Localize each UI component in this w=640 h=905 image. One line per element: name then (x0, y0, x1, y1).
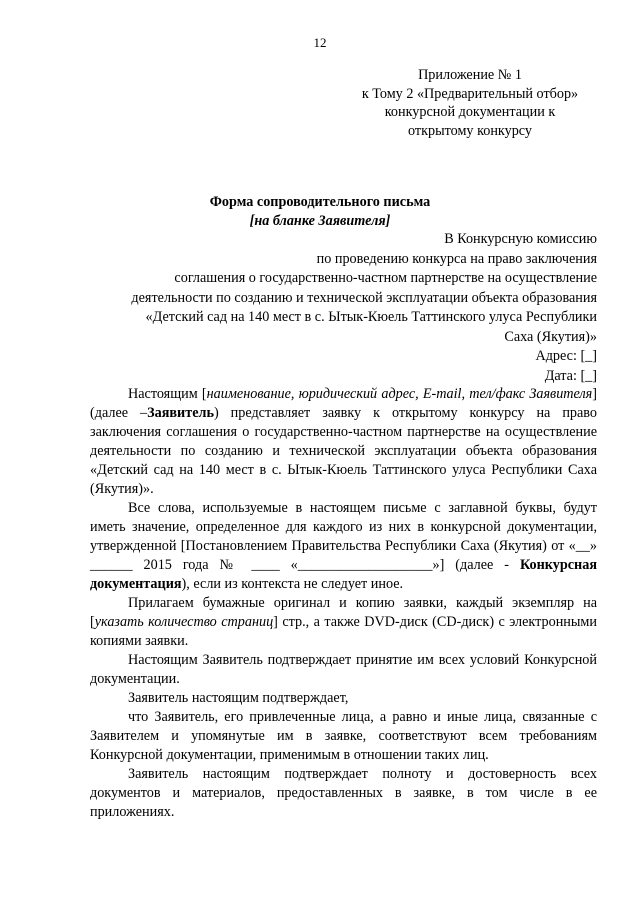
form-title-block (0, 193, 640, 231)
p3-placeholder: указать количество страниц (94, 614, 274, 630)
addressee-line-2: по проведению конкурса на право заключения (316, 250, 597, 267)
page-number: 12 (313, 35, 327, 50)
p2-defined-term: Конкурсная документация (90, 557, 597, 592)
p3-text-c: ] стр., а также DVD-диск (CD-диск) с электронными копиями заявки. (90, 614, 597, 649)
addressee-line-4: деятельности по созданию и технической эксплуатации объекта образования (131, 289, 597, 306)
p2-text-c: ), если из контекста не следует иное. (181, 576, 404, 592)
p1-text-c: ] (далее – (90, 386, 598, 421)
p1-defined-term: Заявитель (147, 405, 214, 421)
p1-text-e: ) представляет заявку к открытому конкурсу на право заключения соглашения о государственно-частном партнерстве на осуществление деятельности по созданию и технической эксплуатации объекта образования «Детский сад на 140 мест в с. Ытык-Кюель Таттинского улуса Республики Саха (Якутия)». (90, 405, 597, 497)
paragraph-5: Заявитель настоящим подтверждает, (128, 690, 349, 706)
addressee-line-6: Саха (Якутия)» (504, 328, 597, 345)
annex-line-4: открытому конкурсу (407, 122, 533, 139)
date-field: Дата: [_] (544, 367, 597, 384)
p3-text-a: Прилагаем бумажные оригинал и копию заявки, каждый экземпляр на [ (90, 595, 597, 630)
annex-line-3: конкурсной документации к (384, 104, 556, 120)
form-title: Форма сопроводительного письма (209, 194, 431, 210)
paragraph-2 (90, 499, 597, 594)
addressee-line-5: «Детский сад на 140 мест в с. Ытык-Кюель Таттинского улуса Республики (145, 309, 597, 325)
annex-line-1: Приложение № 1 (418, 67, 522, 83)
address-field: Адрес: [_] (535, 348, 597, 364)
p1-placeholder: наименование, юридический адрес, E-mail, тел/факс Заявителя (206, 386, 593, 402)
annex-header (340, 66, 600, 140)
form-subtitle: [на бланке Заявителя] (249, 213, 391, 229)
addressee-line-1: В Конкурсную комиссию (444, 231, 597, 247)
p2-text-a: Все слова, используемые в настоящем письме с заглавной буквы, будут иметь значение, определенное для каждого из них в конкурсной документации, утвержденной [Постановлением Правительства Республики Саха (Якутия) от «__» ______ 2015 года № ____ «___________________»] (далее - (90, 500, 597, 573)
addressee-line-3: соглашения о государственно-частном партнерстве на осуществление (174, 270, 597, 286)
paragraph-3 (90, 594, 597, 651)
letter-body (90, 385, 597, 822)
annex-line-2: к Тому 2 «Предварительный отбор» (361, 85, 579, 102)
paragraph-4: Настоящим Заявитель подтверждает принятие им всех условий Конкурсной документации. (90, 652, 597, 687)
p1-text-a: Настоящим [ (128, 386, 207, 402)
paragraph-1 (90, 385, 597, 499)
paragraph-6: что Заявитель, его привлеченные лица, а равно и иные лица, связанные с Заявителем и упомянутые им в заявке, соответствуют всем требованиям Конкурсной документации, применимым в отношении таких лиц. (90, 709, 597, 763)
addressee-block (80, 230, 597, 386)
paragraph-7: Заявитель настоящим подтверждает полноту и достоверность всех документов и материалов, предоставленных в заявке, в том числе в ее приложениях. (90, 766, 597, 820)
